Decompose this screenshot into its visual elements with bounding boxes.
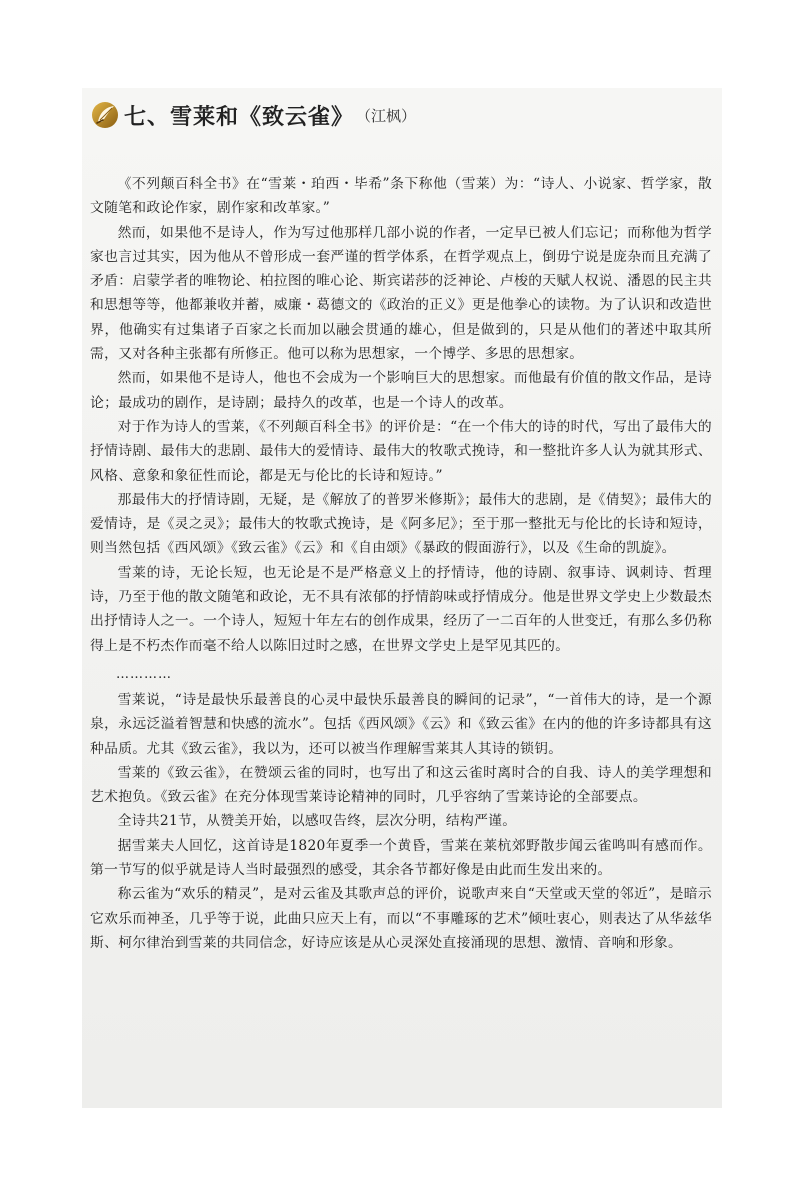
article-body (90, 172, 712, 955)
page-title: 七、雪莱和《致云雀》 (124, 104, 355, 130)
paragraph: 称云雀为“欢乐的精灵”，是对云雀及其歌声总的评价，说歌声来自“天堂或天堂的邻近”，是暗示它欢乐而神圣，几乎等于说，此曲只应天上有，而以“不事雕琢的艺术”倾吐衷心，则表达了从华兹华斯、柯尔律治到雪莱的共同信念，好诗应该是从心灵深处直接涌现的思想、激情、音响和形象。 (90, 886, 712, 951)
paragraph: 全诗共21节，从赞美开始，以感叹告终，层次分明，结构严谨。 (117, 813, 517, 830)
paragraph: 雪莱说，“诗是最快乐最善良的心灵中最快乐最善良的瞬间的记录”，“一首伟大的诗，是一个源泉，永远泛溢着智慧和快感的流水”。包括《西风颂》《云》和《致云雀》在内的他的许多诗都具有这种品质。尤其《致云雀》，我以为，还可以被当作理解雪莱其人其诗的锁钥。 (90, 691, 712, 757)
section-heading (90, 98, 416, 132)
paragraph: 雪莱的诗，无论长短，也无论是不是严格意义上的抒情诗，他的诗剧、叙事诗、讽刺诗、哲理诗，乃至于他的散文随笔和政论，无不具有浓郁的抒情韵味或抒情成分。他是世界文学史上少数最杰出抒情诗人之一。一个诗人，短短十年左右的创作成果，经历了一二百年的人世变迁，有那么多仍称得上是不朽杰作而毫不给人以陈旧过时之感，在世界文学史上是罕见其匹的。 (90, 564, 712, 654)
paragraph: 然而，如果他不是诗人，作为写过他那样几部小说的作者，一定早已被人们忘记；而称他为哲学家也言过其实，因为他从不曾形成一套严谨的哲学体系，在哲学观点上，倒毋宁说是庞杂而且充满了矛盾：启蒙学者的唯物论、柏拉图的唯心论、斯宾诺莎的泛神论、卢梭的天赋人权说、潘恩的民主共和思想等等，他都兼收并蓄，威廉・葛德文的《政治的正义》更是他拳心的读物。为了认识和改造世界，他确实有过集诸子百家之长而加以融会贯通的雄心，但是做到的，只是从他们的著述中取其所需，又对各种主张都有所修正。他可以称为思想家，一个博学、多思的思想家。 (90, 224, 712, 363)
title-author: （江枫） (356, 106, 417, 125)
ellipsis-divider: ………… (116, 666, 172, 682)
paragraph: 雪莱的《致云雀》，在赞颂云雀的同时，也写出了和这云雀时离时合的自我、诗人的美学理想和艺术抱负。《致云雀》在充分体现雪莱诗论精神的同时，几乎容纳了雪莱诗论的全部要点。 (90, 764, 712, 806)
paragraph: 那最伟大的抒情诗剧，无疑，是《解放了的普罗米修斯》；最伟大的悲剧，是《倩契》；最伟大的爱情诗，是《灵之灵》；最伟大的牧歌式挽诗，是《阿多尼》；至于那一整批无与伦比的长诗和短诗，则当然包括《西风颂》《致云雀》《云》和《自由颂》《暴政的假面游行》，以及《生命的凯旋》。 (90, 491, 712, 557)
paragraph: 《不列颠百科全书》在“雪莱・珀西・毕希”条下称他（雪莱）为：“诗人、小说家、哲学家，散文随笔和政论作家，剧作家和改革家。” (90, 176, 712, 217)
paragraph: 然而，如果他不是诗人，他也不会成为一个影响巨大的思想家。而他最有价值的散文作品，是诗论；最成功的剧作，是诗剧；最持久的改革，也是一个诗人的改革。 (90, 370, 712, 411)
paragraph: 对于作为诗人的雪莱，《不列颠百科全书》的评价是：“在一个伟大的诗的时代，写出了最伟大的抒情诗剧、最伟大的悲剧、最伟大的爱情诗、最伟大的牧歌式挽诗，和一整批许多人认为就其形式、风格、意象和象征性而论，都是无与伦比的长诗和短诗。” (90, 418, 712, 484)
fountain-pen-icon (90, 100, 120, 130)
paragraph: 据雪莱夫人回忆，这首诗是1820年夏季一个黄昏，雪莱在莱杭郊野散步闻云雀鸣叫有感而作。第一节写的似乎就是诗人当时最强烈的感受，其余各节都好像是由此而生发出来的。 (90, 837, 712, 879)
